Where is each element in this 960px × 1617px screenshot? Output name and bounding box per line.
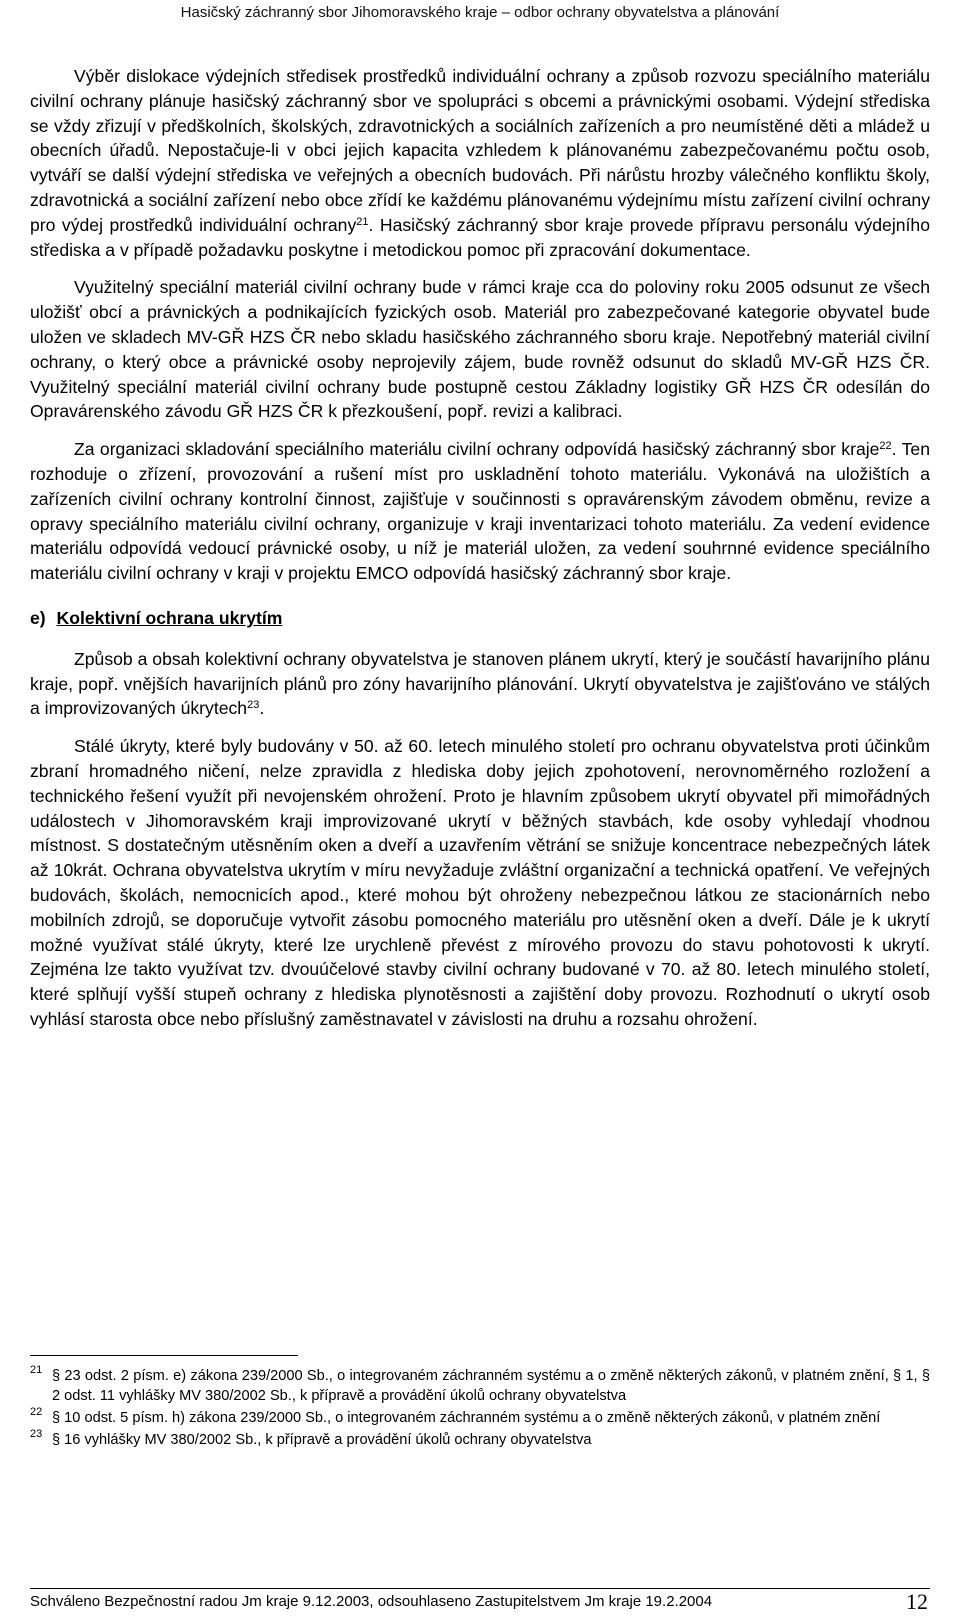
paragraph-collective-protection: [30, 647, 930, 721]
page-number: 12: [906, 1589, 928, 1614]
footnote-text: § 10 odst. 5 písm. h) zákona 239/2000 Sb., o integrovaném záchranném systému a o změně některých zákonů, v platném znění: [52, 1410, 881, 1426]
footnote-item: [30, 1408, 930, 1428]
footnote-divider: [30, 1355, 298, 1356]
footnote-text: § 16 vyhlášky MV 380/2002 Sb., k přípravě a provádění úkolů ochrany obyvatelstva: [52, 1432, 592, 1448]
approval-note: Schváleno Bezpečnostní radou Jm kraje 9.12.2003, odsouhlaseno Zastupitelstvem Jm kraje 19.2.2004: [30, 1593, 713, 1610]
paragraph-permanent-shelters: Stálé úkryty, které byly budovány v 50. až 60. letech minulého století pro ochranu obyvatelstva proti účinkům zbraní hromadného ničení, nelze zpravidla z hlediska doby jejich zpohotovení, nerovnoměrného rozložení a technického řešení využít při nevojenském ohrožení. Proto je hlavním způsobem ukrytí obyvatel při mimořádných událostech v Jihomoravském kraji improvizované ukrytí v běžných stavbách, kde osoby vyhledají vhodnou místnost. S dostatečným utěsněním oken a dveří a uzavřením větrání se snižuje koncentrace nebezpečných látek až 10krát. Ochrana obyvatelstva ukrytím v míru nevyžaduje zvláštní organizační a technická opatření. Ve veřejných budovách, školách, nemocnicích apod., které mohou být ohroženy nebezpečnou látkou ze stacionárních nebo mobilních zdrojů, se doporučuje vytvořit zásobu pomocného materiálu pro utěsnění oken a dveří. Dále je k ukrytí možné využívat stálé úkryty, které lze urychleně převést z mírového provozu do stavu pohotovosti k ukrytí. Zejména lze takto využívat tzv. dvouúčelové stavby civilní ochrany budované v 70. až 80. letech minulého století, které splňují vyšší stupeň ochrany z hlediska plynotěsnosti a zajištění doby provozu. Rozhodnutí o ukrytí osob vyhlásí starosta obce nebo příslušný zaměstnavatel v závislosti na druhu a rozsahu ohrožení.: [30, 736, 930, 1029]
section-heading: [30, 606, 930, 631]
footnote-ref-22[interactable]: 22: [879, 440, 892, 453]
footnote-ref-23[interactable]: 23: [247, 699, 260, 712]
paragraph-text: Za organizaci skladování speciálního materiálu civilní ochrany odpovídá hasičský záchranný sbor kraje: [74, 439, 880, 460]
footnotes: [30, 1366, 930, 1452]
paragraph-text: .: [259, 698, 265, 719]
paragraph-storage-organization: [30, 437, 930, 586]
footnote-item: [30, 1430, 930, 1450]
section-letter: e): [30, 607, 46, 628]
footnote-ref-21[interactable]: 21: [356, 215, 369, 228]
paragraph-text: . Ten rozhoduje o zřízení, provozování a rušení míst pro uskladnění tohoto materiálu. Vykonává na uložištích a zařízeních civilní ochrany kontrolní činnost, zajišťuje v součinnosti s opravárenským závodem obměnu, revize a opravy speciálního materiálu civilní ochrany, organizuje v kraji inventarizaci tohoto materiálu. Za vedení evidence materiálu odpovídá vedoucí právnické osoby, u níž je materiál uložen, za vedení souhrnné evidence speciálního materiálu civilní ochrany v kraji v projektu EMCO odpovídá hasičský záchranný sbor kraje.: [30, 439, 930, 584]
footnote-number: 23: [30, 1428, 43, 1440]
footnote-number: 22: [30, 1406, 43, 1418]
footnote-number: 21: [30, 1364, 43, 1376]
paragraph-text: Výběr dislokace výdejních středisek prostředků individuální ochrany a způsob rozvozu speciálního materiálu civilní ochrany plánuje hasičský záchranný sbor ve spolupráci s obcemi a právnickými osobami. Výdejní střediska se vždy zřizují v předškolních, školských, zdravotnických a sociálních zařízeních a pro neumístěné děti a mládež u obecních úřadů. Nepostačuje-li v obci jejich kapacita vzhledem k plánovanému zabezpečovanému počtu osob, vytváří se další výdejní střediska ve veřejných a obecních budovách. Při nárůstu hrozby válečného konfliktu školy, zdravotnická a sociální zařízení nebo obce zřídí ke každému plánovanému výdejnímu místu zařízení civilní ochrany pro výdej prostředků individuální ochrany: [30, 66, 930, 235]
footnote-item: [30, 1366, 930, 1406]
section-title: Kolektivní ochrana ukrytím: [56, 607, 283, 628]
paragraph-text: . Hasičský záchranný sbor kraje provede přípravu personálu výdejního střediska a v případě požadavku poskytne i metodickou pomoc při zpracování dokumentace.: [30, 214, 930, 260]
page-header: Hasičský záchranný sbor Jihomoravského kraje – odbor ochrany obyvatelstva a plánování: [180, 4, 780, 21]
document-body: [30, 64, 930, 1045]
paragraph-distribution-centers: [30, 64, 930, 262]
paragraph-text: Způsob a obsah kolektivní ochrany obyvatelstva je stanoven plánem ukrytí, který je součástí havarijního plánu kraje, popř. vnějších havarijních plánů pro zóny havarijního plánování. Ukrytí obyvatelstva je zajišťováno ve stálých a improvizovaných úkrytech: [30, 648, 930, 719]
paragraph-special-material: Využitelný speciální materiál civilní ochrany bude v rámci kraje cca do poloviny roku 2005 odsunut ze všech uložišť obcí a právnických a podnikajících fyzických osob. Materiál pro zabezpečované kategorie obyvatel bude uložen ve skladech MV-GŘ HZS ČR nebo skladu hasičského záchranného sboru kraje. Nepotřebný materiál civilní ochrany, o který obce a právnické osoby neprojevily zájem, bude rovněž odsunut do skladů MV-GŘ HZS ČR. Využitelný speciální materiál civilní ochrany bude postupně cestou Základny logistiky GŘ HZS ČR odesílán do Opravárenského závodu GŘ HZS ČR k přezkoušení, popř. revizi a kalibraci.: [30, 277, 930, 422]
footnote-text: § 23 odst. 2 písm. e) zákona 239/2000 Sb., o integrovaném záchranném systému a o změně některých zákonů, v platném znění, § 1, § 2 odst. 11 vyhlášky MV 380/2002 Sb., k přípravě a provádění úkolů ochrany obyvatelstva: [52, 1368, 930, 1404]
page-footer: [30, 1588, 930, 1614]
